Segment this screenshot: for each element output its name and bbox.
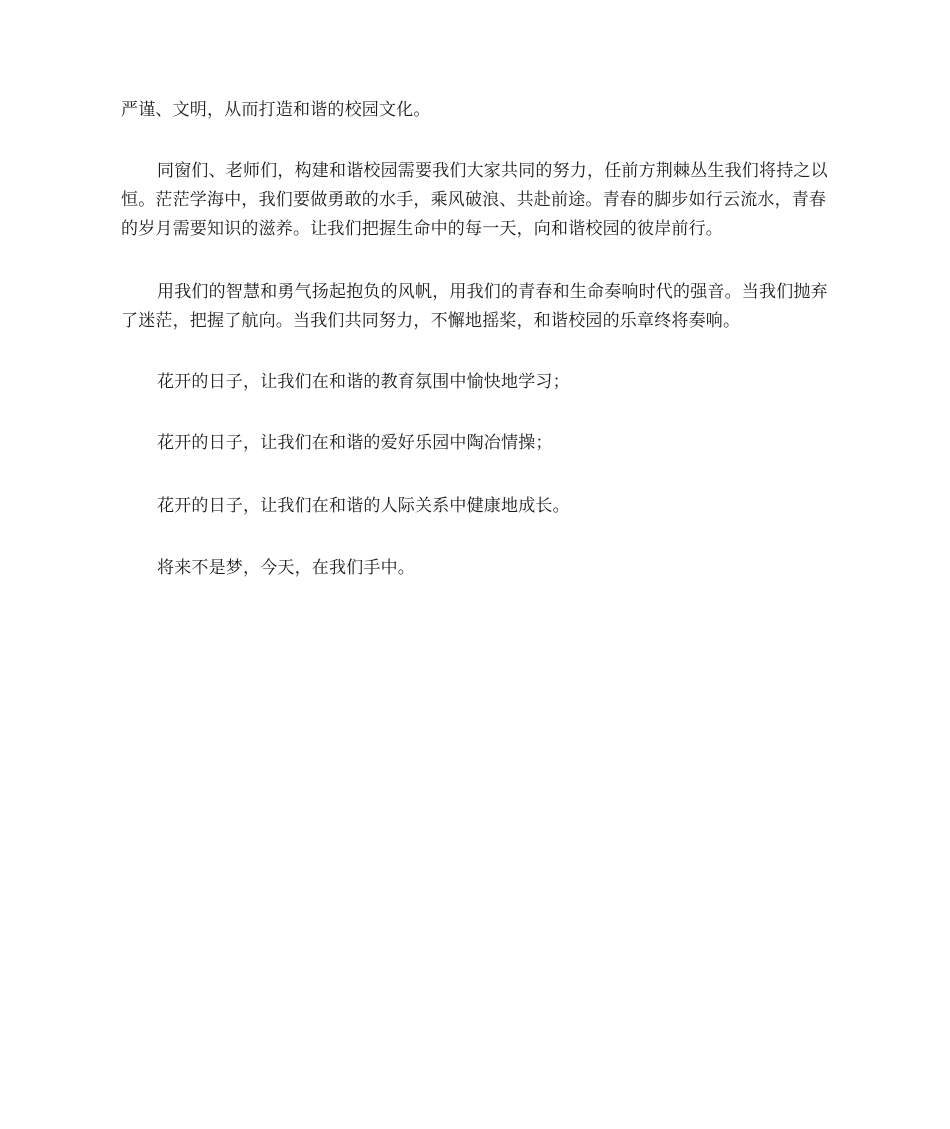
paragraph-closing: 将来不是梦，今天，在我们手中。: [157, 558, 415, 578]
paragraph-learning: 花开的日子，让我们在和谐的教育氛围中愉快地学习；: [157, 372, 570, 392]
paragraph-effort: 同窗们、老师们，构建和谐校园需要我们大家共同的努力，任前方荆棘丛生我们将持之以恒。茫茫学海中，我们要做勇敢的水手，乘风破浪、共赴前途。青春的脚步如行云流水，青春的岁月需要知识的滋养。让我们把握生命中的每一天，向和谐校园的彼岸前行。: [121, 161, 828, 239]
paragraph-hobbies: 花开的日子，让我们在和谐的爱好乐园中陶冶情操；: [157, 433, 553, 453]
paragraph-voyage: 用我们的智慧和勇气扬起抱负的风帆，用我们的青春和生命奏响时代的强音。当我们抛弃了迷茫，把握了航向。当我们共同努力，不懈地摇桨，和谐校园的乐章终将奏响。: [121, 282, 828, 331]
paragraph-continuation: 严谨、文明，从而打造和谐的校园文化。: [121, 100, 431, 120]
paragraph-relationships: 花开的日子，让我们在和谐的人际关系中健康地成长。: [157, 496, 570, 516]
